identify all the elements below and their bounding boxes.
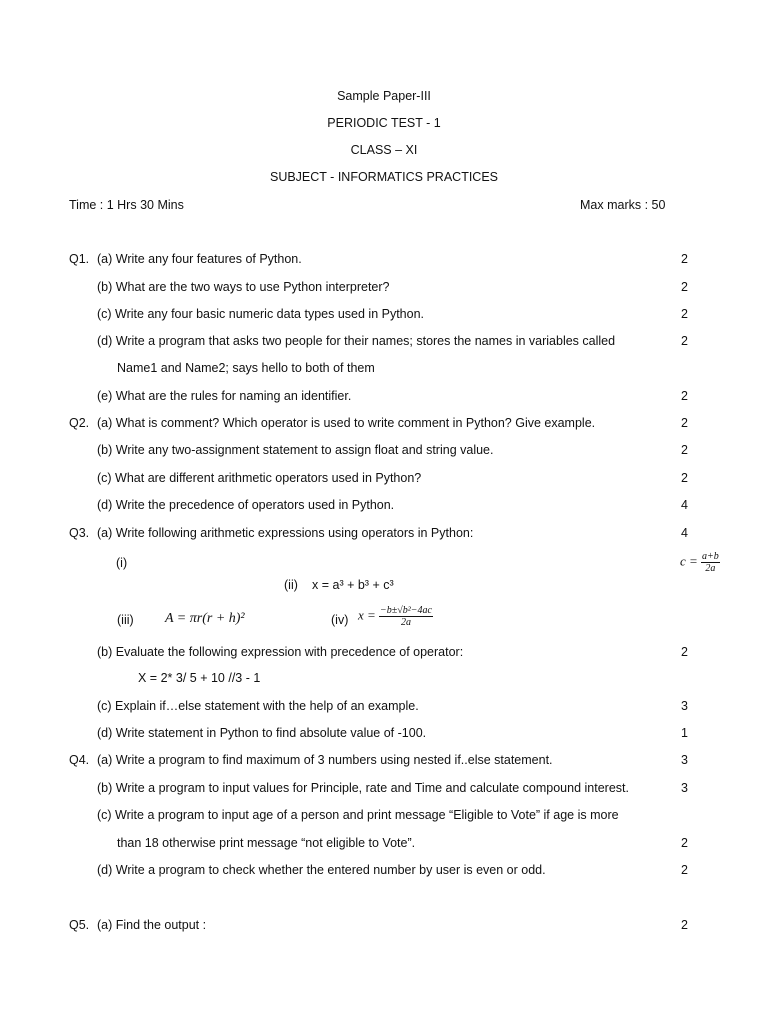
q3-i-formula: [680, 551, 720, 574]
q2c-text: (c) What are different arithmetic operators used in Python?: [97, 471, 422, 485]
q1e-marks: 2: [681, 389, 688, 403]
q2b-marks: 2: [681, 443, 688, 457]
q3-iii-label: (iii): [117, 613, 134, 627]
q3-ii-formula: x = a³ + b³ + c³: [312, 578, 394, 592]
max-marks: Max marks : 50: [580, 198, 666, 212]
test-name: PERIODIC TEST - 1: [327, 116, 441, 130]
q1a-marks: 2: [681, 252, 688, 266]
q3-iv-fraction: [379, 605, 433, 628]
q3-iv-label: (iv): [331, 613, 349, 627]
q1e-text: (e) What are the rules for naming an identifier.: [97, 389, 352, 403]
q3-i-lhs: c =: [680, 553, 698, 569]
q3-iv-formula: [358, 605, 433, 628]
q3b-marks: 2: [681, 645, 688, 659]
q3-i-label: (i): [116, 556, 128, 570]
q4a-marks: 3: [681, 753, 688, 767]
q1d-text: (d) Write a program that asks two people for their names; stores the names in variables called: [97, 334, 616, 348]
q3a-text: (a) Write following arithmetic expressions using operators in Python:: [97, 526, 474, 540]
q1d-marks: 2: [681, 334, 688, 348]
q2d-marks: 4: [681, 498, 688, 512]
q1c-text: (c) Write any four basic numeric data types used in Python.: [97, 307, 425, 321]
q5a-marks: 2: [681, 918, 688, 932]
q4c-text: (c) Write a program to input age of a person and print message “Eligible to Vote” if age is more: [97, 808, 619, 822]
q1b-marks: 2: [681, 280, 688, 294]
q2b-text: (b) Write any two-assignment statement to assign float and string value.: [97, 443, 494, 457]
q3-i-fraction: [701, 551, 720, 574]
q5a-text: (a) Find the output :: [97, 918, 207, 932]
q3b-expression: X = 2* 3/ 5 + 10 //3 - 1: [138, 671, 261, 685]
q4-number: Q4.: [69, 753, 90, 767]
q4c-marks: 2: [681, 836, 688, 850]
paper-title: Sample Paper-III: [337, 89, 431, 103]
q3-iii-formula: A = πr(r + h)²: [165, 611, 245, 626]
q1a-text: (a) Write any four features of Python.: [97, 252, 302, 266]
q3c-text: (c) Explain if…else statement with the help of an example.: [97, 699, 419, 713]
q3b-text: (b) Evaluate the following expression with precedence of operator:: [97, 645, 464, 659]
q4d-marks: 2: [681, 863, 688, 877]
q3a-marks: 4: [681, 526, 688, 540]
q1c-marks: 2: [681, 307, 688, 321]
q3-iv-lhs: x =: [358, 607, 376, 623]
q4d-text: (d) Write a program to check whether the entered number by user is even or odd.: [97, 863, 546, 877]
q5-number: Q5.: [69, 918, 90, 932]
q4a-text: (a) Write a program to find maximum of 3 numbers using nested if..else statement.: [97, 753, 553, 767]
q2-number: Q2.: [69, 416, 90, 430]
q2a-marks: 2: [681, 416, 688, 430]
q2c-marks: 2: [681, 471, 688, 485]
q2a-text: (a) What is comment? Which operator is used to write comment in Python? Give example.: [97, 416, 596, 430]
q1b-text: (b) What are the two ways to use Python interpreter?: [97, 280, 390, 294]
q3d-marks: 1: [681, 726, 688, 740]
q4b-marks: 3: [681, 781, 688, 795]
q4c-continuation: than 18 otherwise print message “not eligible to Vote”.: [117, 836, 416, 850]
q3-number: Q3.: [69, 526, 90, 540]
q3-iv-denominator: 2a: [401, 617, 411, 628]
q3-ii-label: (ii): [284, 578, 298, 592]
subject-name: SUBJECT - INFORMATICS PRACTICES: [269, 170, 499, 184]
q1-number: Q1.: [69, 252, 90, 266]
class-name: CLASS – XI: [350, 143, 418, 157]
q1d-continuation: Name1 and Name2; says hello to both of them: [117, 361, 375, 375]
q3c-marks: 3: [681, 699, 688, 713]
q3d-text: (d) Write statement in Python to find absolute value of -100.: [97, 726, 427, 740]
q4b-text: (b) Write a program to input values for Principle, rate and Time and calculate compound interest.: [97, 781, 629, 795]
q3-i-denominator: 2a: [705, 563, 716, 574]
q3-iv-numerator: −b±√b²−4ac: [380, 605, 432, 616]
q2d-text: (d) Write the precedence of operators used in Python.: [97, 498, 395, 512]
time-allowed: Time : 1 Hrs 30 Mins: [69, 198, 184, 212]
q3-i-numerator: a+b: [702, 551, 719, 562]
